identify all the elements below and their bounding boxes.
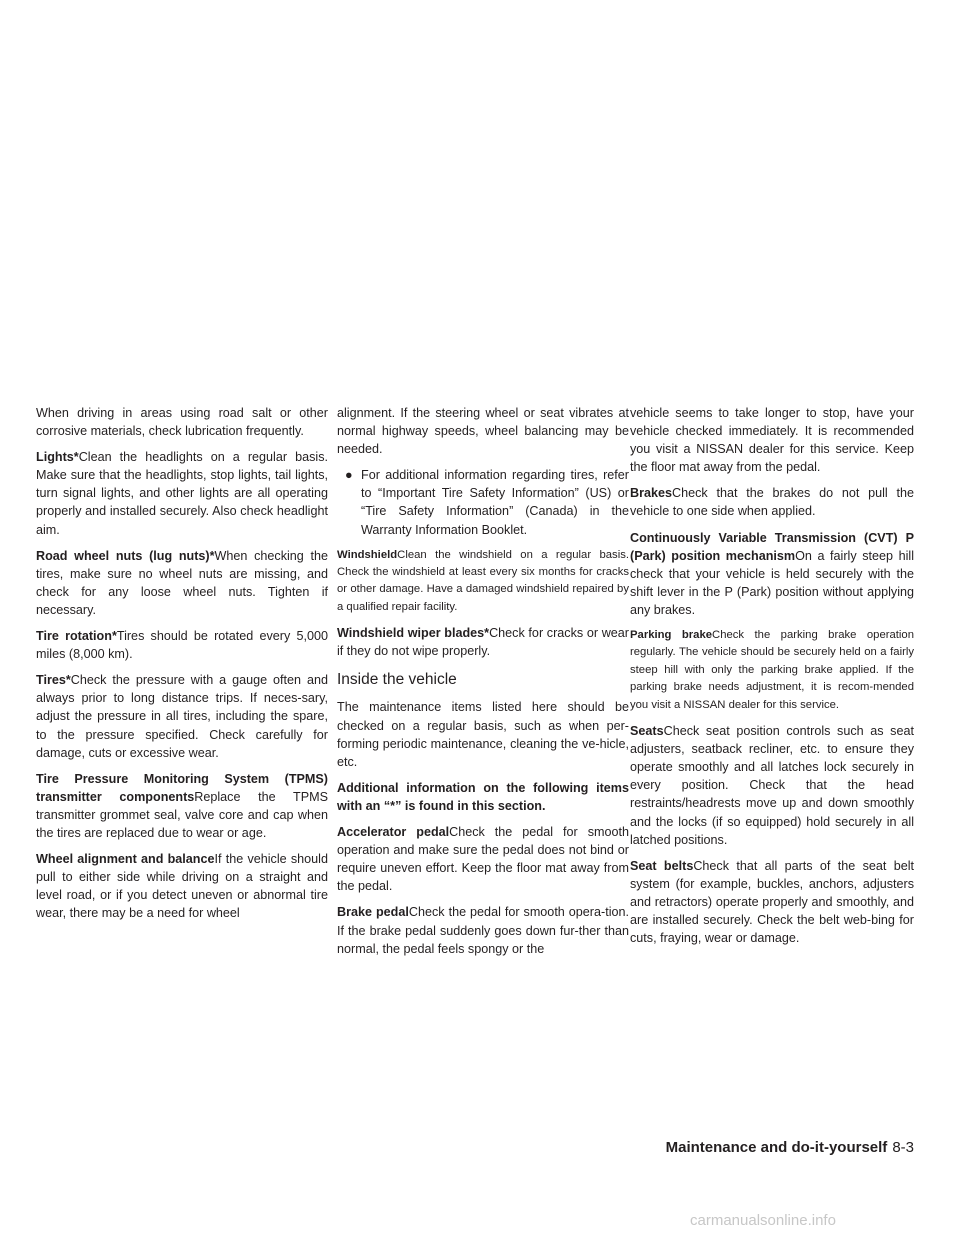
tire-info-bullets (337, 466, 629, 538)
section-intro: The maintenance items listed here should be checked on a regular basis, such as when per-forming periodic maintenance, cleaning the ve-hicle, etc. (337, 700, 629, 769)
bullet-icon: ● (345, 468, 353, 483)
additional-info-text: Additional information on the following items with an “*” is found in this section. (337, 780, 629, 813)
windshield-term: Windshield (337, 548, 398, 561)
brakes-entry (630, 484, 914, 520)
wheel-alignment-text: If the vehicle should pull to either side while driving on a straight and level road, or if you detect uneven or abnormal tire wear, there may be a need for wheel (36, 852, 328, 921)
lights-term: Lights* (36, 450, 79, 465)
accelerator-text: Check the pedal for smooth operation and make sure the pedal does not bind or require uneven effort. Keep the floor mat away from the pedal. (337, 825, 629, 894)
brake-pedal-term: Brake pedal (337, 905, 409, 920)
tire-rotation-text: Tires should be rotated every 5,000 miles (8,000 km). (36, 629, 328, 662)
seat-belts-entry (630, 857, 914, 947)
cvt-entry (630, 529, 914, 619)
parking-brake-text: Check the parking brake operation regularly. The vehicle should be securely held on a fairly steep hill with only the parking brake applied. If the parking brake needs adjustment, it is recom-mended you visit a NISSAN dealer for this service. (630, 629, 914, 711)
windshield-text: Clean the windshield on a regular basis. Check the windshield at least every six months for cracks or other damage. Have a damaged windshield repaired by a qualified repair facility. (337, 548, 629, 613)
footer-chapter-title: Maintenance and do-it-yourself (665, 1139, 888, 1156)
tires-entry (36, 671, 328, 761)
section-heading: Inside the vehicle (337, 671, 457, 689)
column-1 (36, 404, 328, 930)
page-footer (628, 1138, 914, 1158)
tpms-text: Replace the TPMS transmitter grommet seal, valve core and cap when the tires are replaced due to wear or age. (36, 789, 328, 840)
seats-term: Seats (630, 724, 664, 739)
parking-brake-entry (630, 627, 914, 714)
wiper-text: Check for cracks or wear if they do not wipe properly. (337, 626, 629, 659)
additional-info-note (337, 779, 629, 815)
intro-paragraph: When driving in areas using road salt or other corrosive materials, check lubrication frequently. (36, 406, 328, 439)
brakes-text: Check that the brakes do not pull the vehicle to one side when applied. (630, 486, 914, 519)
lug-nuts-entry (36, 547, 328, 619)
wheel-alignment-term: Wheel alignment and balance (36, 852, 215, 867)
lug-nuts-term: Road wheel nuts (lug nuts)* (36, 548, 215, 563)
alignment-continued: alignment. If the steering wheel or seat vibrates at normal highway speeds, wheel balancing may be needed. (337, 406, 629, 457)
bullet-text: For additional information regarding tires, refer to “Important Tire Safety Information” (US) or “Tire Safety Information” (Canada) in the Warranty Information Booklet. (361, 468, 629, 537)
cvt-text: On a fairly steep hill check that your vehicle is held securely with the shift lever in the P (Park) position without applying any brakes. (630, 548, 914, 617)
tire-rotation-entry (36, 627, 328, 663)
brake-pedal-text: Check the pedal for smooth opera-tion. If the brake pedal suddenly goes down fur-ther than normal, the pedal feels spongy or the (337, 905, 630, 956)
seats-text: Check seat position controls such as seat adjusters, seatback recliner, etc. to ensure they operate smoothly and all latches lock securely in every position. Check that the head restraints/headrests move up and down smoothly and the locks (if so equipped) hold securely in all latched positions. (630, 724, 914, 847)
tpms-term: Tire Pressure Monitoring System (TPMS) transmitter components (36, 771, 328, 804)
seat-belts-text: Check that all parts of the seat belt system (for example, buckles, anchors, adjusters and retractors) operate properly and smoothly, and are installed securely. Check the belt web-bing for cuts, fraying, wear or damage. (630, 858, 914, 946)
wiper-term: Windshield wiper blades* (337, 626, 490, 641)
accelerator-entry (337, 823, 629, 895)
tires-term: Tires* (36, 673, 71, 688)
footer-page-number: 8-3 (892, 1139, 914, 1156)
wiper-entry (337, 624, 629, 660)
column-2 (337, 404, 629, 966)
windshield-entry (337, 547, 629, 617)
seats-entry (630, 722, 914, 849)
tires-text: Check the pressure with a gauge often and always prior to long distance trips. If neces-sary, adjust the pressure in all tires, including the spare, to the pressure specified. Check carefully for damage, cuts or excessive wear. (36, 673, 328, 760)
watermark: carmanualsonline.info (690, 1212, 836, 1229)
seat-belts-term: Seat belts (630, 858, 694, 873)
lights-text: Clean the headlights on a regular basis. Make sure that the headlights, stop lights, tail lights, turn signal lights, and other lights are all operating properly and installed securely. Also check headlight aim. (36, 450, 328, 537)
bullet-item (337, 466, 629, 538)
parking-brake-term: Parking brake (630, 629, 713, 642)
column-3 (630, 404, 914, 955)
tire-rotation-term: Tire rotation* (36, 629, 117, 644)
tpms-entry (36, 770, 328, 842)
accelerator-term: Accelerator pedal (337, 825, 450, 840)
wheel-alignment-entry (36, 850, 328, 922)
lug-nuts-text: When checking the tires, make sure no wheel nuts are missing, and check for any loose wheel nuts. Tighten if necessary. (36, 548, 328, 617)
brakes-term: Brakes (630, 486, 673, 501)
brake-pedal-continued: vehicle seems to take longer to stop, have your vehicle checked immediately. It is recommended you visit a NISSAN dealer for this service. Keep the floor mat away from the pedal. (630, 406, 914, 475)
cvt-term: Continuously Variable Transmission (CVT) P (Park) position mechanism (630, 530, 914, 563)
brake-pedal-entry (337, 903, 629, 957)
lights-entry (36, 448, 328, 538)
